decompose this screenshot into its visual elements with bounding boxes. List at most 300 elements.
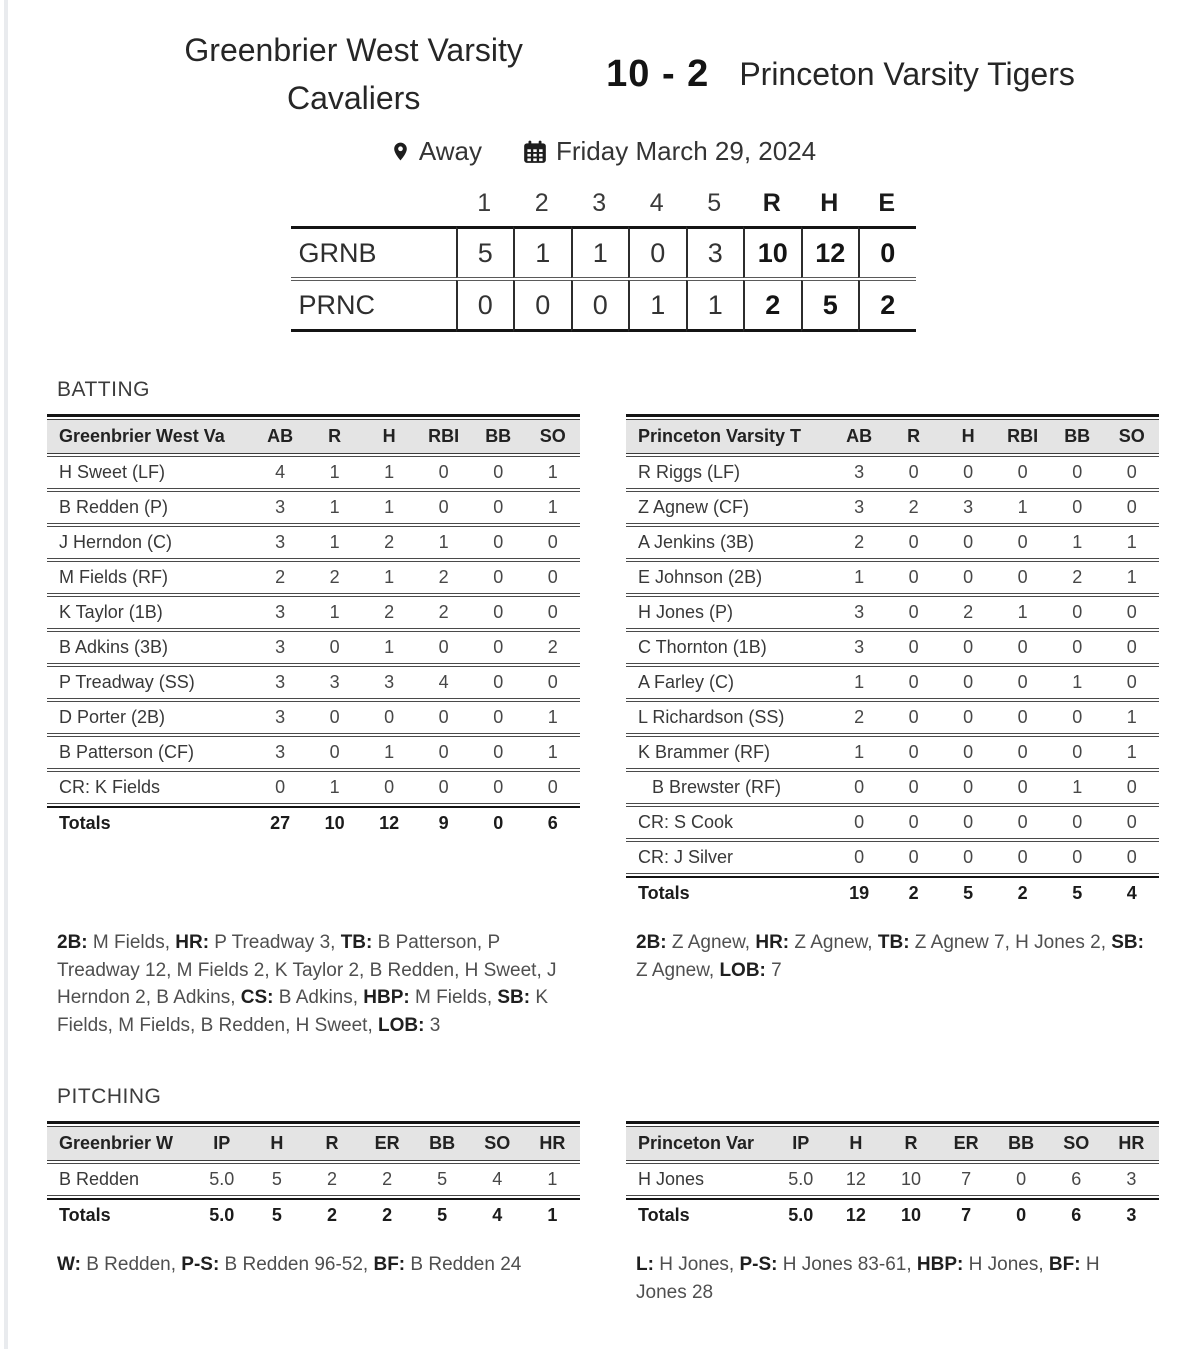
note-text: 3 <box>424 1014 441 1036</box>
stat-cell: 3 <box>253 631 308 664</box>
stats-col-R: R <box>307 419 362 454</box>
stat-cell: 5 <box>249 1198 304 1231</box>
player-name-cell: E Johnson (2B) <box>626 561 832 594</box>
note-label: LOB: <box>378 1014 425 1036</box>
date-item <box>522 136 816 167</box>
pitching-away-col <box>47 1121 580 1233</box>
batting-notes-row <box>47 929 1159 1039</box>
player-name-cell: A Jenkins (3B) <box>626 526 832 559</box>
note-label: SB: <box>497 987 531 1009</box>
player-name-cell: J Herndon (C) <box>47 526 253 559</box>
stat-cell: 3 <box>253 526 308 559</box>
stat-cell: 2 <box>304 1163 359 1196</box>
stat-cell: 0 <box>832 771 887 804</box>
note-text: B Patterson, P Treadway 12, M Fields 2, K Taylor 2, B Redden, H Sweet, J Herndon 2, B Adkins, <box>57 932 557 1009</box>
stat-cell: 0 <box>941 806 996 839</box>
stat-cell: 1 <box>832 736 887 769</box>
stat-cell: 5 <box>1050 876 1105 909</box>
stats-team-header: Greenbrier W <box>47 1126 194 1161</box>
stat-cell: 2 <box>362 596 417 629</box>
stats-col-ER: ER <box>360 1126 415 1161</box>
stat-cell: 1 <box>416 526 471 559</box>
note-text: K Fields, M Fields, B Redden, H Sweet, <box>57 987 549 1036</box>
stat-cell: 0 <box>994 1163 1049 1196</box>
player-name-cell: Z Agnew (CF) <box>626 491 832 524</box>
stat-cell: 1 <box>362 561 417 594</box>
player-row <box>626 526 1159 559</box>
note-label: P-S: <box>181 1254 220 1276</box>
stat-cell: 0 <box>1050 701 1105 734</box>
stat-cell: 0 <box>1104 631 1159 664</box>
player-row <box>626 806 1159 839</box>
note-text: M Fields, <box>409 987 498 1009</box>
stat-cell: 0 <box>471 561 526 594</box>
stat-cell: 0 <box>471 736 526 769</box>
stat-cell: 3 <box>941 491 996 524</box>
player-name-cell: CR: J Silver <box>626 841 832 874</box>
pitching-table-away <box>47 1121 580 1233</box>
totals-row <box>626 1198 1159 1231</box>
stat-cell: 1 <box>832 666 887 699</box>
stat-cell: 2 <box>832 526 887 559</box>
stat-cell: 2 <box>362 526 417 559</box>
stat-cell: 0 <box>1050 841 1105 874</box>
stats-col-BB: BB <box>1050 419 1105 454</box>
stat-cell: 5.0 <box>194 1163 249 1196</box>
stat-cell: 12 <box>828 1198 883 1231</box>
stats-team-header: Princeton Varsity T <box>626 419 832 454</box>
stat-cell: 0 <box>832 806 887 839</box>
player-name-cell: H Sweet (LF) <box>47 456 253 489</box>
stat-cell: 3 <box>832 596 887 629</box>
player-row <box>626 596 1159 629</box>
stat-cell: 3 <box>1104 1198 1159 1231</box>
stat-cell: 0 <box>995 456 1050 489</box>
note-label: HBP: <box>916 1254 964 1276</box>
note-label: SB: <box>1111 932 1144 953</box>
player-name-cell: A Farley (C) <box>626 666 832 699</box>
stat-cell: 0 <box>995 841 1050 874</box>
stat-cell: 0 <box>941 771 996 804</box>
stat-cell: 1 <box>307 456 362 489</box>
stat-cell: 5 <box>415 1198 470 1231</box>
stat-cell: 0 <box>995 736 1050 769</box>
stat-cell: 0 <box>995 631 1050 664</box>
stat-cell: 0 <box>471 806 526 839</box>
note-text: H Jones, <box>963 1254 1049 1276</box>
stat-cell: 1 <box>525 701 580 734</box>
pitching-away-notes-col <box>47 1251 580 1279</box>
linescore-value-cell: 2 <box>858 280 916 332</box>
stat-cell: 19 <box>832 876 887 909</box>
batting-away-col <box>47 414 580 841</box>
pitching-home-notes-col <box>626 1251 1159 1306</box>
stats-col-BB: BB <box>415 1126 470 1161</box>
note-text: Z Agnew 7, H Jones 2, <box>909 932 1112 953</box>
player-row <box>47 666 580 699</box>
stats-col-IP: IP <box>194 1126 249 1161</box>
note-label: CS: <box>240 987 274 1009</box>
stat-cell: 0 <box>995 561 1050 594</box>
stat-cell: 1 <box>307 526 362 559</box>
stat-cell: 1 <box>362 736 417 769</box>
stats-col-RBI: RBI <box>995 419 1050 454</box>
stat-cell: 0 <box>307 701 362 734</box>
stat-cell: 3 <box>253 736 308 769</box>
linescore-value-cell: 5 <box>801 280 859 332</box>
linescore-value-cell: 1 <box>513 226 571 278</box>
stats-col-AB: AB <box>832 419 887 454</box>
stat-cell: 0 <box>832 841 887 874</box>
player-row <box>47 771 580 804</box>
player-name-cell: L Richardson (SS) <box>626 701 832 734</box>
stat-cell: 2 <box>360 1198 415 1231</box>
stat-cell: 0 <box>471 526 526 559</box>
note-text: Z Agnew, <box>636 959 720 981</box>
stats-col-R: R <box>886 419 941 454</box>
stat-cell: 0 <box>471 666 526 699</box>
stat-cell: 1 <box>525 1198 580 1231</box>
linescore-row-GRNB <box>291 226 916 278</box>
linescore-value-cell: 12 <box>801 226 859 278</box>
stat-cell: 3 <box>253 701 308 734</box>
stat-cell: 0 <box>1050 491 1105 524</box>
stats-col-H: H <box>249 1126 304 1161</box>
player-name-cell: P Treadway (SS) <box>47 666 253 699</box>
stat-cell: 5 <box>249 1163 304 1196</box>
stat-cell: 2 <box>886 876 941 909</box>
stat-cell: 5.0 <box>773 1198 828 1231</box>
player-row <box>47 561 580 594</box>
linescore-value-cell: 0 <box>513 280 571 332</box>
stat-cell: 5.0 <box>194 1198 249 1231</box>
stat-cell: 0 <box>416 456 471 489</box>
linescore-value-cell: 10 <box>743 226 801 278</box>
note-text: B Redden, <box>80 1254 182 1276</box>
player-row <box>47 701 580 734</box>
stat-cell: 0 <box>995 701 1050 734</box>
note-label: BF: <box>1048 1254 1081 1276</box>
stats-col-IP: IP <box>773 1126 828 1161</box>
stat-cell: 0 <box>362 701 417 734</box>
player-name-cell: B Redden (P) <box>47 491 253 524</box>
stat-cell: 1 <box>1104 736 1159 769</box>
location-pin-icon <box>390 138 411 165</box>
stat-cell: 4 <box>253 456 308 489</box>
linescore-col-5: 5 <box>707 189 722 217</box>
stats-team-header: Greenbrier West Va <box>47 419 253 454</box>
stat-cell: 10 <box>883 1198 938 1231</box>
batting-away-notes-col <box>47 929 580 1039</box>
linescore-col-4: 4 <box>649 189 664 217</box>
stat-cell: 1 <box>307 491 362 524</box>
stat-cell: 0 <box>941 561 996 594</box>
linescore-value-cell: 0 <box>858 226 916 278</box>
date-label: Friday March 29, 2024 <box>555 136 817 166</box>
stat-cell: 1 <box>525 1163 580 1196</box>
note-label: 2B: <box>636 932 667 953</box>
stats-team-header: Princeton Var <box>626 1126 773 1161</box>
away-team-name: Greenbrier West Varsity Cavaliers <box>184 32 523 116</box>
stat-cell: 0 <box>995 666 1050 699</box>
player-row <box>626 701 1159 734</box>
stat-cell: 0 <box>253 771 308 804</box>
player-name-cell: M Fields (RF) <box>47 561 253 594</box>
stat-cell: 0 <box>1050 736 1105 769</box>
totals-label-cell: Totals <box>47 806 253 839</box>
stat-cell: 0 <box>471 701 526 734</box>
stat-cell: 7 <box>939 1163 994 1196</box>
stat-cell: 2 <box>995 876 1050 909</box>
stat-cell: 5 <box>415 1163 470 1196</box>
player-row <box>47 1163 580 1196</box>
stat-cell: 0 <box>416 736 471 769</box>
stats-col-H: H <box>362 419 417 454</box>
stat-cell: 0 <box>941 701 996 734</box>
stat-cell: 1 <box>1104 701 1159 734</box>
linescore-col-R: R <box>762 189 781 217</box>
stat-cell: 0 <box>886 596 941 629</box>
linescore-col-E: E <box>878 189 896 217</box>
stat-cell: 0 <box>941 736 996 769</box>
linescore-value-cell: 1 <box>686 280 744 332</box>
linescore-value-cell: 0 <box>456 280 514 332</box>
stats-col-HR: HR <box>525 1126 580 1161</box>
stat-cell: 0 <box>941 526 996 559</box>
note-label: P-S: <box>739 1254 778 1276</box>
pitching-notes-row <box>47 1251 1159 1306</box>
batting-table-away <box>47 414 580 841</box>
pitching-notes-away <box>57 1251 572 1279</box>
note-label: HR: <box>175 932 210 953</box>
batting-home-col <box>626 414 1159 911</box>
stat-cell: 0 <box>471 456 526 489</box>
stat-cell: 1 <box>307 771 362 804</box>
pitching-section-label: PITCHING <box>57 1085 162 1109</box>
player-name-cell: CR: K Fields <box>47 771 253 804</box>
stat-cell: 4 <box>470 1198 525 1231</box>
stat-cell: 0 <box>416 771 471 804</box>
stat-cell: 0 <box>886 666 941 699</box>
player-name-cell: D Porter (2B) <box>47 701 253 734</box>
stat-cell: 0 <box>941 666 996 699</box>
totals-row <box>47 1198 580 1231</box>
stats-col-R: R <box>883 1126 938 1161</box>
stats-col-RBI: RBI <box>416 419 471 454</box>
linescore-value-cell: 0 <box>571 280 629 332</box>
batting-notes-away <box>57 929 572 1039</box>
note-text: B Redden 24 <box>405 1254 522 1276</box>
stat-cell: 1 <box>307 596 362 629</box>
linescore-value-cell: 2 <box>743 280 801 332</box>
batting-section-label: BATTING <box>57 378 150 401</box>
stat-cell: 0 <box>525 666 580 699</box>
linescore-table <box>291 187 916 334</box>
player-row <box>626 491 1159 524</box>
stat-cell: 0 <box>1050 456 1105 489</box>
stat-cell: 3 <box>253 596 308 629</box>
stat-cell: 4 <box>1104 876 1159 909</box>
note-text: P Treadway 3, <box>209 932 341 953</box>
player-name-cell: B Adkins (3B) <box>47 631 253 664</box>
stat-cell: 10 <box>883 1163 938 1196</box>
note-text: 7 <box>765 959 782 981</box>
stats-col-AB: AB <box>253 419 308 454</box>
note-text: Z Agnew, <box>789 932 878 953</box>
note-text: H Jones 83-61, <box>777 1254 917 1276</box>
stat-cell: 2 <box>253 561 308 594</box>
stat-cell: 0 <box>416 631 471 664</box>
stat-cell: 2 <box>832 701 887 734</box>
player-row <box>626 1163 1159 1196</box>
stat-cell: 0 <box>525 526 580 559</box>
stat-cell: 12 <box>362 806 417 839</box>
stat-cell: 27 <box>253 806 308 839</box>
player-name-cell: R Riggs (LF) <box>626 456 832 489</box>
player-row <box>626 771 1159 804</box>
stat-cell: 0 <box>886 806 941 839</box>
player-row <box>626 736 1159 769</box>
stat-cell: 5.0 <box>773 1163 828 1196</box>
game-meta <box>47 136 1159 167</box>
stat-cell: 0 <box>525 561 580 594</box>
pitching-tables-row <box>47 1121 1159 1233</box>
player-name-cell: K Brammer (RF) <box>626 736 832 769</box>
linescore-team-cell: GRNB <box>291 226 456 278</box>
player-row <box>47 631 580 664</box>
batting-tables-row <box>47 414 1159 911</box>
stat-cell: 0 <box>307 736 362 769</box>
stat-cell: 3 <box>832 631 887 664</box>
stat-cell: 0 <box>1050 806 1105 839</box>
pitching-table-home <box>626 1121 1159 1233</box>
stat-cell: 1 <box>995 596 1050 629</box>
player-name-cell: CR: S Cook <box>626 806 832 839</box>
stat-cell: 1 <box>525 736 580 769</box>
stat-cell: 0 <box>886 526 941 559</box>
stat-cell: 0 <box>416 491 471 524</box>
note-label: TB: <box>877 932 910 953</box>
stat-cell: 10 <box>307 806 362 839</box>
stat-cell: 3 <box>253 491 308 524</box>
game-header <box>47 26 1159 122</box>
linescore-col-2: 2 <box>534 189 549 217</box>
player-name-cell: B Redden <box>47 1163 194 1196</box>
stat-cell: 0 <box>1104 596 1159 629</box>
stat-cell: 9 <box>416 806 471 839</box>
batting-table-home <box>626 414 1159 911</box>
linescore-corner <box>291 189 456 224</box>
player-row <box>47 456 580 489</box>
stats-col-SO: SO <box>470 1126 525 1161</box>
stat-cell: 0 <box>471 771 526 804</box>
player-row <box>626 561 1159 594</box>
linescore-col-3: 3 <box>592 189 607 217</box>
note-label: HR: <box>755 932 790 953</box>
stat-cell: 3 <box>832 491 887 524</box>
stat-cell: 0 <box>995 526 1050 559</box>
note-label: 2B: <box>57 932 88 953</box>
pitching-notes-home <box>636 1251 1151 1306</box>
stat-cell: 0 <box>886 456 941 489</box>
stat-cell: 3 <box>1104 1163 1159 1196</box>
player-name-cell: B Brewster (RF) <box>626 771 832 804</box>
stat-cell: 0 <box>1104 666 1159 699</box>
linescore-value-cell: 1 <box>628 280 686 332</box>
note-label: L: <box>636 1254 654 1276</box>
stat-cell: 1 <box>362 631 417 664</box>
batting-home-notes-col <box>626 929 1159 984</box>
player-row <box>626 666 1159 699</box>
stat-cell: 0 <box>995 771 1050 804</box>
stats-col-SO: SO <box>1104 419 1159 454</box>
stat-cell: 1 <box>1050 666 1105 699</box>
stat-cell: 2 <box>886 491 941 524</box>
stat-cell: 0 <box>525 596 580 629</box>
stat-cell: 3 <box>362 666 417 699</box>
stats-col-SO: SO <box>525 419 580 454</box>
linescore-value-cell: 1 <box>571 226 629 278</box>
stat-cell: 0 <box>416 701 471 734</box>
final-score: 10 - 2 <box>606 52 710 95</box>
player-row <box>47 736 580 769</box>
player-name-cell: H Jones <box>626 1163 773 1196</box>
stat-cell: 1 <box>362 456 417 489</box>
stat-cell: 0 <box>362 771 417 804</box>
note-text: M Fields, <box>87 932 176 953</box>
note-label: LOB: <box>719 959 766 981</box>
stat-cell: 0 <box>886 701 941 734</box>
stat-cell: 6 <box>525 806 580 839</box>
stat-cell: 0 <box>886 771 941 804</box>
stat-cell: 0 <box>1050 596 1105 629</box>
linescore-col-H: H <box>820 189 839 217</box>
stat-cell: 0 <box>471 631 526 664</box>
stat-cell: 1 <box>525 491 580 524</box>
stat-cell: 2 <box>304 1198 359 1231</box>
totals-label-cell: Totals <box>626 876 832 909</box>
player-row <box>626 841 1159 874</box>
batting-notes-home <box>636 929 1151 984</box>
player-name-cell: H Jones (P) <box>626 596 832 629</box>
totals-label-cell: Totals <box>47 1198 194 1231</box>
stat-cell: 0 <box>886 736 941 769</box>
stats-col-BB: BB <box>994 1126 1049 1161</box>
stats-col-ER: ER <box>939 1126 994 1161</box>
totals-label-cell: Totals <box>626 1198 773 1231</box>
stats-col-SO: SO <box>1049 1126 1104 1161</box>
stat-cell: 2 <box>416 561 471 594</box>
player-name-cell: K Taylor (1B) <box>47 596 253 629</box>
stat-cell: 1 <box>1104 561 1159 594</box>
stat-cell: 7 <box>939 1198 994 1231</box>
stat-cell: 2 <box>941 596 996 629</box>
stat-cell: 2 <box>1050 561 1105 594</box>
stat-cell: 0 <box>471 596 526 629</box>
stat-cell: 3 <box>253 666 308 699</box>
stat-cell: 0 <box>1104 456 1159 489</box>
stat-cell: 6 <box>1049 1163 1104 1196</box>
linescore-col-1: 1 <box>477 189 492 217</box>
stat-cell: 3 <box>832 456 887 489</box>
linescore-team-cell: PRNC <box>291 280 456 332</box>
player-row <box>47 526 580 559</box>
stat-cell: 0 <box>1104 771 1159 804</box>
note-label: BF: <box>373 1254 406 1276</box>
player-row <box>47 596 580 629</box>
stat-cell: 0 <box>886 631 941 664</box>
linescore-value-cell: 5 <box>456 226 514 278</box>
